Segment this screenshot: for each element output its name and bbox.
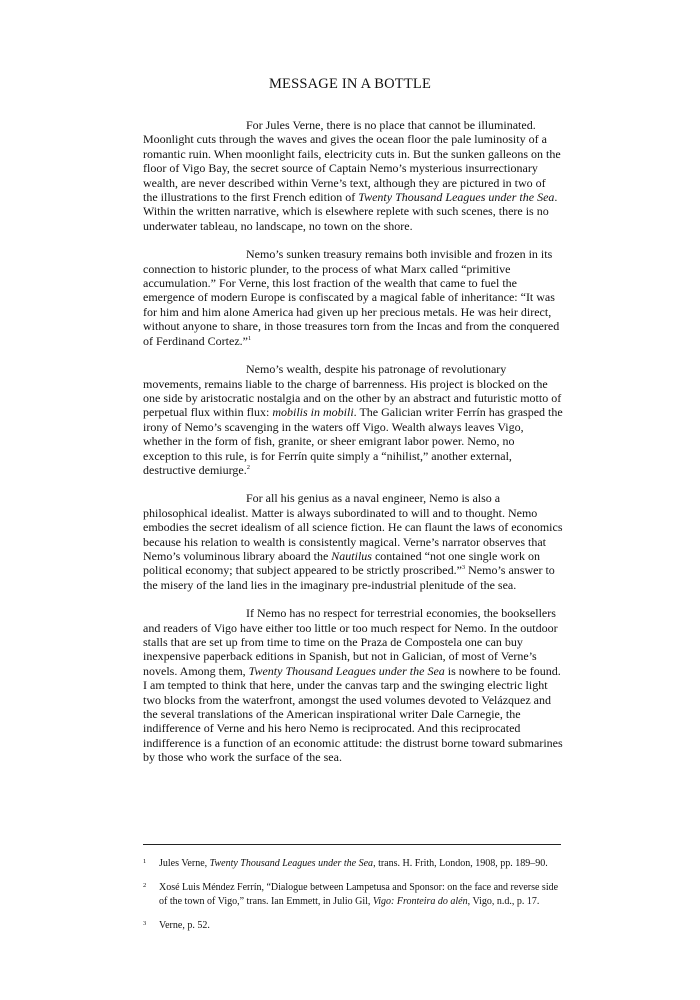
italic-text: Twenty Thousand Leagues under the Sea — [209, 858, 374, 869]
footnote-number: 2 — [143, 882, 147, 890]
paragraph — [143, 606, 563, 764]
footnote-text — [159, 881, 563, 908]
footnote — [143, 857, 563, 870]
page-title: MESSAGE IN A BOTTLE — [268, 76, 432, 92]
footnote — [143, 881, 563, 908]
paragraph — [143, 362, 563, 477]
text-run: Xosé Luis Méndez Ferrín, “Dialogue between Lampetusa and Sponsor: on the face and reverse side of the town of Vigo,” trans. Ian Emmett, in Julio Gil, — [159, 882, 559, 907]
footnote — [143, 919, 563, 932]
footnote-reference: 2 — [246, 463, 250, 471]
footnote-number: 3 — [143, 920, 147, 928]
footnotes — [143, 857, 563, 944]
footnote-text — [159, 919, 563, 932]
text-run: For Jules Verne, there is no place that cannot be illuminated. Moonlight cuts through the waves and gives the ocean floor the pale luminosity of a romantic ruin. When moonlight fails, electricity cuts in. But the sunken galleons on the floor of Vigo Bay, the secret source of Captain Nemo’s mysterious insurrectionary wealth, are never described within Verne’s text, although they are pictured in two of the illustrations to the first French edition of — [143, 118, 561, 205]
italic-text: Nautilus — [331, 548, 372, 563]
text-run: Verne, p. 52. — [159, 920, 210, 932]
body-text — [143, 118, 563, 779]
text-run: Nemo’s answer to the misery of the land lies in the imaginary pre-industrial plenitude of the sea. — [143, 563, 555, 592]
text-run: Nemo’s wealth, despite his patronage of revolutionary movements, remains liable to the charge of barrenness. His project is blocked on the one side by aristocratic nostalgia and on the other by an abstract and futuristic motto of perpetual flux within flux: — [143, 362, 562, 420]
italic-text: Twenty Thousand Leagues under the Sea — [358, 190, 555, 205]
text-run: . The Galician writer Ferrín has grasped the irony of Nemo’s scavenging in the waters off Vigo. Wealth always leaves Vigo, whether in the form of fish, granite, or sheer emigrant labor power. Nemo, no exception to this rule, is for Ferrín quite simply a “nihilist,” another external, destructive demiurge. — [143, 405, 563, 477]
text-run: . Within the written narrative, which is elsewhere replete with such scenes, there is no underwater tableau, no landscape, no town on the shore. — [143, 190, 558, 233]
text-run: is nowhere to be found. I am tempted to think that here, under the canvas tarp and the swinging electric light two blocks from the waterfront, amongst the used volumes devoted to Velázquez and the several translations of the American inspirational writer Dale Carnegie, the indifference of Verne and his hero Nemo is reciprocated. And this reciprocated indifference is a function of an economic attitude: the distrust borne toward submarines by those who work the surface of the sea. — [143, 663, 563, 765]
text-run: contained “not one single work on political economy; that subject appeared to be strictly proscribed.” — [143, 548, 540, 578]
paragraph — [143, 247, 563, 348]
footnote-reference: 1 — [247, 334, 252, 342]
text-run: Nemo’s sunken treasury remains both invisible and frozen in its connection to historic plunder, to the process of what Marx called “primitive accumulation.” For Verne, this lost fraction of the wealth that came to fuel the emergence of modern Europe is confiscated by a magical fable of inheritance: “It was for him and him alone America had given up her precious metals. He was heir direct, without anyone to share, in those treasures torn from the Incas and from the conquered of Ferdinand Cortez.” — [143, 247, 560, 348]
footnote-divider — [143, 844, 561, 845]
italic-text: mobilis in mobili — [272, 405, 354, 420]
footnote-number: 1 — [143, 858, 147, 865]
text-run: , Vigo, n.d., p. 17. — [467, 895, 540, 907]
footnote-reference: 3 — [461, 564, 466, 572]
text-run: , trans. H. Frith, London, 1908, pp. 189–90. — [373, 858, 548, 869]
paragraph — [143, 491, 563, 592]
text-run: If Nemo has no respect for terrestrial economies, the booksellers and readers of Vigo have either too little or too much respect for Nemo. In the outdoor stalls that are set up from time to time on the Praza de Compostela one can buy inexpensive paperback editions in Spanish, but not in Galician, of most of Verne’s novels. Among them, — [143, 606, 558, 678]
italic-text: Vigo: Fronteira do alén — [372, 895, 468, 907]
paragraph — [143, 118, 563, 233]
text-run: Jules Verne, — [159, 858, 210, 869]
text-run: For all his genius as a naval engineer, Nemo is also a philosophical idealist. Matter is always subordinated to will and to thought. Nemo embodies the secret idealism of all science fiction. He can flaunt the laws of economics because his relation to wealth is consistently magical. Verne’s narrator observes that Nemo’s voluminous library aboard the — [143, 491, 563, 563]
italic-text: Twenty Thousand Leagues under the Sea — [248, 663, 445, 678]
footnote-text — [159, 857, 563, 870]
